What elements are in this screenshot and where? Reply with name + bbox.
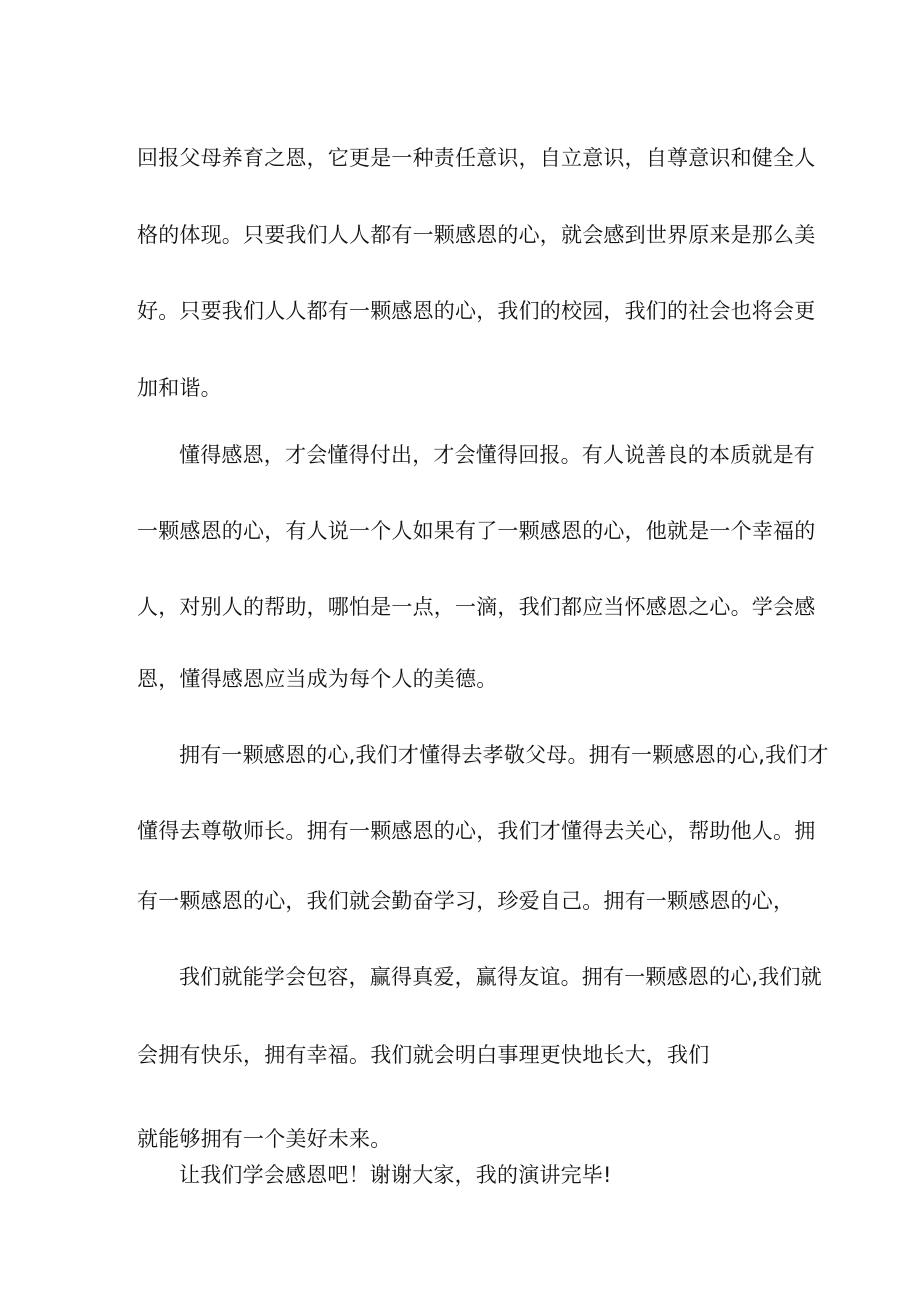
paragraph-start-line: 懂得感恩，才会懂得付出，才会懂得回报。有人说善良的本质就是有: [179, 443, 815, 467]
paragraph-start-line: 我们就能学会包容，赢得真爱，赢得友谊。拥有一颗感恩的心,我们就: [179, 965, 822, 989]
text-line: 格的体现。只要我们人人都有一颗感恩的心，就会感到世界原来是那么美: [137, 223, 816, 247]
paragraph-start-line: 拥有一颗感恩的心,我们才懂得去孝敬父母。拥有一颗感恩的心,我们才: [179, 743, 829, 767]
text-line: 好。只要我们人人都有一颗感恩的心，我们的校园，我们的社会也将会更: [137, 299, 816, 323]
text-line: 加和谐。: [137, 376, 222, 400]
text-line: 就能够拥有一个美好未来。: [137, 1127, 392, 1151]
text-line: 回报父母养育之恩，它更是一种责任意识，自立意识，自尊意识和健全人: [137, 146, 816, 170]
text-line: 懂得去尊敬师长。拥有一颗感恩的心，我们才懂得去关心，帮助他人。拥: [137, 819, 816, 843]
text-line: 一颗感恩的心，有人说一个人如果有了一颗感恩的心，他就是一个幸福的: [137, 519, 816, 543]
text-line: 会拥有快乐，拥有幸福。我们就会明白事理更快地长大，我们: [137, 1043, 710, 1067]
text-line: 人，对别人的帮助，哪怕是一点，一滴，我们都应当怀感恩之心。学会感: [137, 595, 816, 619]
text-line: 恩，懂得感恩应当成为每个人的美德。: [137, 667, 498, 691]
closing-line: 让我们学会感恩吧！谢谢大家，我的演讲完毕!: [179, 1163, 612, 1187]
text-line: 有一颗感恩的心，我们就会勤奋学习，珍爱自己。拥有一颗感恩的心，: [137, 889, 795, 913]
